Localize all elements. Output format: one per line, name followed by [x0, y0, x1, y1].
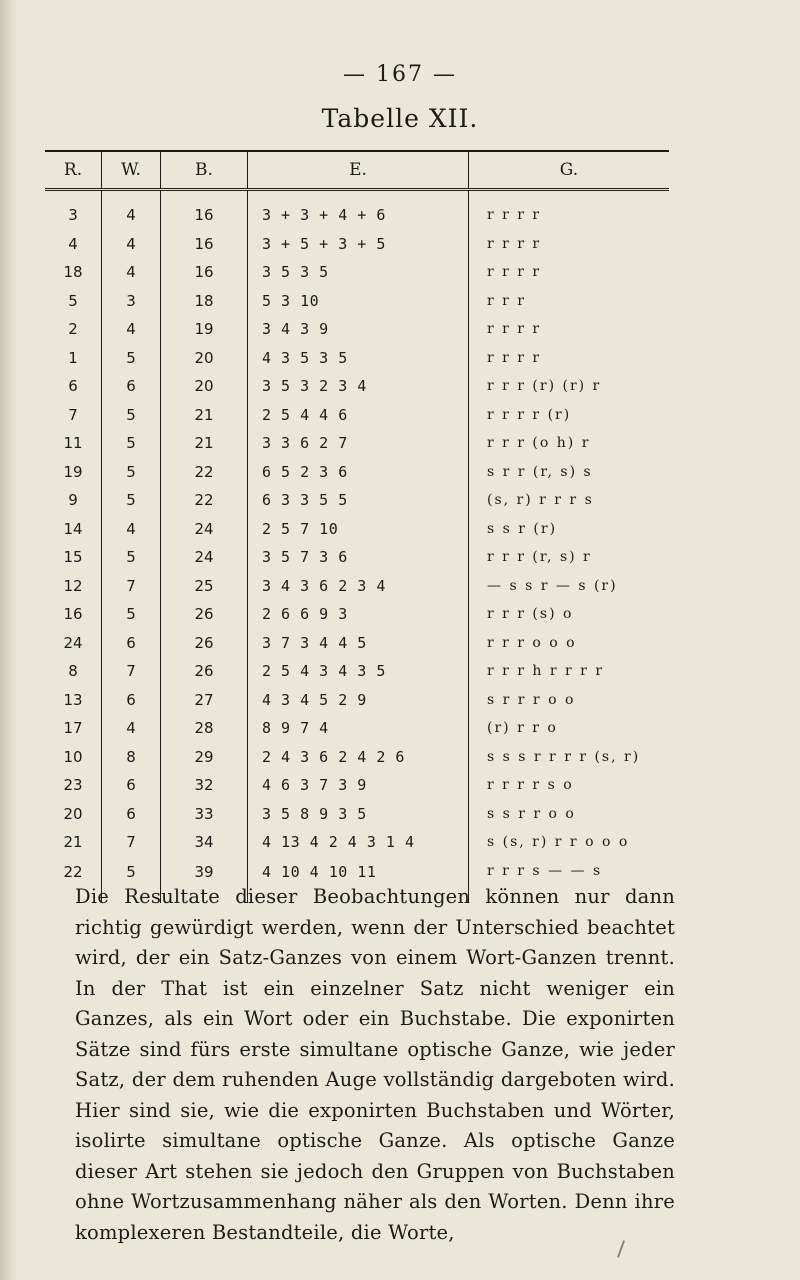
- cell-r: 11: [63, 434, 83, 453]
- cell-e: 3 5 8 9 3 5: [248, 800, 469, 829]
- cell-g: r r r r: [469, 344, 670, 373]
- cell-w: 4: [102, 714, 161, 743]
- table-title: Tabelle XII.: [321, 104, 479, 133]
- cell-w: 6: [102, 771, 161, 800]
- cell-g: r r r (r) (r) r: [469, 372, 670, 401]
- cell-g: s s r r o o: [469, 800, 670, 829]
- cell-e: 3 4 3 9: [248, 315, 469, 344]
- cell-g: s r r r o o: [469, 686, 670, 715]
- cell-e: 3 5 3 2 3 4: [248, 372, 469, 401]
- cell-e: 4 3 4 5 2 9: [248, 686, 469, 715]
- cell-e: 4 10 4 10 11: [248, 857, 469, 903]
- cell-w: 4: [102, 201, 161, 230]
- cell-b: 22: [161, 458, 248, 487]
- cell-w: 5: [102, 401, 161, 430]
- table-row: [45, 401, 669, 430]
- cell-r: 4: [68, 234, 78, 253]
- table-row: [45, 486, 669, 515]
- header-b: B.: [161, 151, 248, 190]
- table-row: [45, 258, 669, 287]
- table-row: [45, 372, 669, 401]
- cell-w: 4: [102, 230, 161, 259]
- cell-r: 24: [63, 633, 83, 652]
- page-edge-shadow: [0, 0, 18, 1280]
- table-row: [45, 800, 669, 829]
- cell-b: 20: [161, 344, 248, 373]
- cell-w: 5: [102, 344, 161, 373]
- cell-b: 34: [161, 828, 248, 857]
- cell-w: 5: [102, 543, 161, 572]
- cell-e: 4 13 4 2 4 3 1 4: [248, 828, 469, 857]
- cell-g: r r r (s) o: [469, 600, 670, 629]
- cell-w: 7: [102, 828, 161, 857]
- table-header-row: [45, 151, 669, 190]
- table-row: [45, 543, 669, 572]
- cell-r: 14: [63, 519, 83, 538]
- cell-b: 29: [161, 743, 248, 772]
- table-row: [45, 828, 669, 857]
- table-body: [45, 190, 669, 903]
- table-spacer-row: [45, 190, 669, 202]
- cell-e: 2 5 4 3 4 3 5: [248, 657, 469, 686]
- cell-w: 5: [102, 458, 161, 487]
- table-row: [45, 714, 669, 743]
- cell-g: s r r (r, s) s: [469, 458, 670, 487]
- cell-e: 8 9 7 4: [248, 714, 469, 743]
- cell-r: 18: [63, 263, 83, 282]
- cell-b: 26: [161, 600, 248, 629]
- cell-r: 2: [68, 320, 78, 339]
- cell-e: 3 3 6 2 7: [248, 429, 469, 458]
- cell-g: r r r s — — s: [469, 857, 670, 903]
- cell-e: 2 4 3 6 2 4 2 6: [248, 743, 469, 772]
- table-row: [45, 629, 669, 658]
- cell-b: 32: [161, 771, 248, 800]
- cell-w: 5: [102, 857, 161, 903]
- cell-r: 5: [68, 291, 78, 310]
- cell-r: 7: [68, 405, 78, 424]
- cell-r: 10: [63, 747, 83, 766]
- results-table-container: [45, 150, 665, 903]
- cell-g: r r r: [469, 287, 670, 316]
- cell-w: 4: [102, 315, 161, 344]
- table-row: [45, 743, 669, 772]
- cell-e: 3 + 5 + 3 + 5: [248, 230, 469, 259]
- table-row: [45, 287, 669, 316]
- cell-g: r r r r: [469, 201, 670, 230]
- cell-b: 21: [161, 401, 248, 430]
- table-row: [45, 771, 669, 800]
- cell-g: r r r r (r): [469, 401, 670, 430]
- cell-e: 3 5 3 5: [248, 258, 469, 287]
- cell-e: 4 6 3 7 3 9: [248, 771, 469, 800]
- cell-e: 6 3 3 5 5: [248, 486, 469, 515]
- table-row: [45, 572, 669, 601]
- cell-e: 4 3 5 3 5: [248, 344, 469, 373]
- body-paragraph: Die Resultate dieser Beobachtungen können nur dann richtig gewürdigt werden, wenn der Unterschied beachtet wird, der ein Satz-Ganzes von einem Wort-Ganzen trennt. In der That ist ein einzelner Satz nicht weniger ein Ganzes, als ein Wort oder ein Buchstabe. Die exponirten Sätze sind fürs erste simultane optische Ganze, wie jeder Satz, der dem ruhenden Auge vollständig dargeboten wird. Hier sind sie, wie die exponirten Buchstaben und Wörter, isolirte simultane optische Ganze. Als optische Ganze dieser Art stehen sie jedoch den Gruppen von Buchstaben ohne Wortzusammenhang näher als den Worten. Denn ihre komplexeren Bestandteile, die Worte,: [75, 885, 675, 1244]
- cell-w: 6: [102, 686, 161, 715]
- cell-b: 27: [161, 686, 248, 715]
- cell-g: r r r r: [469, 315, 670, 344]
- header-e: E.: [248, 151, 469, 190]
- cell-b: 16: [161, 201, 248, 230]
- cell-g: r r r r: [469, 230, 670, 259]
- table-row: [45, 600, 669, 629]
- table-row: [45, 230, 669, 259]
- cell-w: 5: [102, 429, 161, 458]
- cell-g: (s, r) r r r s: [469, 486, 670, 515]
- cell-r: 3: [68, 206, 78, 225]
- cell-g: (r) r r o: [469, 714, 670, 743]
- cell-b: 33: [161, 800, 248, 829]
- cell-w: 4: [102, 258, 161, 287]
- cell-e: 6 5 2 3 6: [248, 458, 469, 487]
- cell-r: 19: [63, 462, 83, 481]
- cell-b: 39: [161, 857, 248, 903]
- table-row: [45, 315, 669, 344]
- cell-b: 24: [161, 515, 248, 544]
- cell-b: 19: [161, 315, 248, 344]
- cell-r: 20: [63, 804, 83, 823]
- page-number: — 167 —: [343, 62, 457, 87]
- cell-e: 3 + 3 + 4 + 6: [248, 201, 469, 230]
- cell-g: r r r (r, s) r: [469, 543, 670, 572]
- cell-b: 16: [161, 258, 248, 287]
- cell-g: r r r r s o: [469, 771, 670, 800]
- cell-r: 12: [63, 576, 83, 595]
- header-g: G.: [469, 151, 670, 190]
- cell-g: r r r o o o: [469, 629, 670, 658]
- cell-w: 4: [102, 515, 161, 544]
- cell-e: 2 5 7 10: [248, 515, 469, 544]
- cell-b: 21: [161, 429, 248, 458]
- cell-w: 6: [102, 800, 161, 829]
- cell-e: 5 3 10: [248, 287, 469, 316]
- header-r: R.: [45, 151, 102, 190]
- results-table: [45, 150, 669, 903]
- cell-w: 8: [102, 743, 161, 772]
- table-row: [45, 657, 669, 686]
- table-row: [45, 429, 669, 458]
- cell-e: 2 6 6 9 3: [248, 600, 469, 629]
- cell-w: 6: [102, 629, 161, 658]
- cell-r: 6: [68, 377, 78, 396]
- table-row: [45, 344, 669, 373]
- cell-g: r r r r: [469, 258, 670, 287]
- cell-b: 20: [161, 372, 248, 401]
- cell-b: 25: [161, 572, 248, 601]
- cell-e: 3 7 3 4 4 5: [248, 629, 469, 658]
- table-row: [45, 686, 669, 715]
- table-row: [45, 515, 669, 544]
- cell-r: 8: [68, 662, 78, 681]
- header-w: W.: [102, 151, 161, 190]
- cell-w: 3: [102, 287, 161, 316]
- cell-w: 5: [102, 486, 161, 515]
- cell-b: 26: [161, 629, 248, 658]
- cell-e: 3 4 3 6 2 3 4: [248, 572, 469, 601]
- cell-w: 7: [102, 657, 161, 686]
- cell-r: 15: [63, 548, 83, 567]
- cell-r: 16: [63, 605, 83, 624]
- cell-b: 18: [161, 287, 248, 316]
- cell-g: r r r (o h) r: [469, 429, 670, 458]
- cell-g: s (s, r) r r o o o: [469, 828, 670, 857]
- cell-r: 9: [68, 491, 78, 510]
- cell-b: 28: [161, 714, 248, 743]
- cell-r: 21: [63, 833, 83, 852]
- table-row: [45, 201, 669, 230]
- cell-g: s s s r r r r (s, r): [469, 743, 670, 772]
- cell-r: 1: [68, 348, 78, 367]
- cell-b: 16: [161, 230, 248, 259]
- cell-b: 24: [161, 543, 248, 572]
- cell-r: 22: [63, 862, 83, 881]
- cell-r: 23: [63, 776, 83, 795]
- table-row: [45, 458, 669, 487]
- cell-e: 2 5 4 4 6: [248, 401, 469, 430]
- cell-b: 22: [161, 486, 248, 515]
- cell-g: r r r h r r r r: [469, 657, 670, 686]
- cell-r: 17: [63, 719, 83, 738]
- cell-e: 3 5 7 3 6: [248, 543, 469, 572]
- cell-w: 7: [102, 572, 161, 601]
- cell-g: — s s r — s (r): [469, 572, 670, 601]
- cell-b: 26: [161, 657, 248, 686]
- cell-r: 13: [63, 690, 83, 709]
- cell-g: s s r (r): [469, 515, 670, 544]
- cell-w: 5: [102, 600, 161, 629]
- cell-w: 6: [102, 372, 161, 401]
